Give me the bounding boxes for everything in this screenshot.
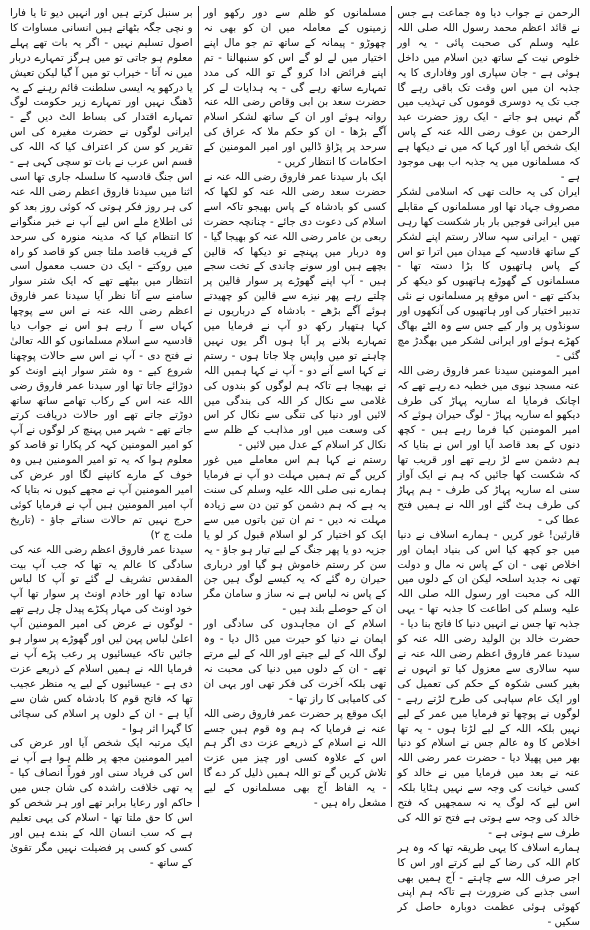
- paragraph: اسلام کے ان مجاہدوں کی سادگی اور ایمان نے دنیا کو حیرت میں ڈال دیا - وہ لوگ اللہ کے لیے جیتے اور اللہ کے لیے مرتے تھے - ان کے دلوں میں دنیا کی محبت نہ تھی بلکہ آخرت کی فکر تھی اور یہی ان کی کامیابی کا راز تھا -: [203, 618, 387, 705]
- paragraph: حضرت خالد بن الولید رضی اللہ عنہ کو سیدنا عمر فاروق اعظم رضی اللہ عنہ نے سپہ سالاری سے معزول کیا تو انہوں نے بغیر کسی شکوہ کے حکم کی تعمیل کی اور ایک عام سپاہی کی طرح لڑتے رہے - لوگوں نے پوچھا تو فرمایا میں عمر کے لیے نہیں بلکہ اللہ کے لیے لڑتا ہوں - یہ تھا اخلاص کا وہ عالم جس نے اسلام کو دنیا بھر میں پھیلا دیا - حضرت عمر رضی اللہ عنہ نے بعد میں فرمایا میں نے خالد کو کسی خیانت کی وجہ سے نہیں ہٹایا بلکہ اس لیے کہ لوگ یہ نہ سمجھیں کہ فتح خالد کی وجہ سے ہوتی ہے فتح تو اللہ کی طرف سے ہوتی ہے -: [397, 633, 580, 839]
- paragraph: رستم نے کہا ہم اس معاملے میں غور کریں گے تم ہمیں مہلت دو آپ نے فرمایا ہمارے نبی صلی اللہ علیہ وسلم کی سنت یہ ہے کہ ہم دشمن کو تین دن سے زیادہ مہلت نہ دیں - تم ان تین باتوں میں سے ایک کو اختیار کر لو اسلام قبول کر لو یا جزیہ دو یا پھر جنگ کے لیے تیار ہو جاؤ - یہ سن کر رستم خاموش ہو گیا اور درباری حیران رہ گئے کہ یہ کیسے لوگ ہیں جن کے پاس نہ لباس ہے نہ ساز و سامان مگر ان کے حوصلے بلند ہیں -: [203, 454, 387, 616]
- paragraph: بر سنبل کرتے ہیں اور انہیں دیو تا یا فارا و نچی جگہ بٹھاتے ہیں انسانی مساوات کا اصول تسلیم نہیں - اگر یہ بات تھے پہلے معلوم ہو جاتی تو میں ہرگز تمہارے دربار میں نہ آتا - خیراب تو میں آ گیا لیکن تعیش یا درکھو یہ ایسی سلطنت قائم رہنے کے یہ ڈھنگ نہیں اور تمہارے زیر حکومت لوگ تمہارے اقتدار کی بساط الٹ دیں گے - ایرانی لوگوں نے حضرت مغیرہ کی اس تقریر کو سن کر اعتراف کیا کہ اللہ کی قسم اس عرب نے بات تو سچی کہی ہے - اس جنگ قادسیہ کا سلسلہ جاری تھا اسی اثنا میں سیدنا فاروق اعظم رضی اللہ عنہ کی ہر روز فکر ہوتی کہ کوئی روز بعد کو ئی اطلاع ملے اس لیے آپ نے خبر منگوانے کا انتظام کیا کہ مدینہ منورہ کی سرحد کے قریب قاصد ملتا جس کو قاصد کو راہ میں روکتے - ایک دن حسب معمول اسی انتظار میں بیٹھے تھے کہ ایک شتر سوار سامنے سے آتا نظر آیا سیدنا عمر فاروق اعظم رضی اللہ عنہ نے اس سے پوچھا کہاں سے آ رہے ہو اس نے جواب دیا قادسیہ سے اسلام مسلمانوں کو اللہ تعالیٰ نے فتح دی - آپ نے اس سے حالات پوچھنا شروع کیے - وہ شتر سوار اپنے اونٹ کو دوڑائے جاتا تھا اور سیدنا عمر فاروق رضی اللہ عنہ اس کے رکاب تھامے ساتھ ساتھ دوڑتے جاتے تھے اور حالات دریافت کرتے جاتے تھے - شہر میں پہنچ کر لوگوں نے آپ کو امیر المومنین کہہ کر پکارا تو قاصد کو معلوم ہوا کہ یہ تو امیر المومنین ہیں وہ خوف کے مارے کانپنے لگا اور عرض کی امیر المومنین آپ نے مجھے کیوں نہ بتایا کہ آپ امیر المومنین ہیں آپ نے فرمایا کوئی حرج نہیں تم حالات سناتے جاؤ - (تاریخ ملت ج ۲): [9, 7, 193, 541]
- paragraph: ہمارے اسلاف کا یہی طریقہ تھا کہ وہ ہر کام اللہ کی رضا کے لیے کرتے اور اس کا اجر صرف اللہ سے چاہتے - آج ہمیں بھی اسی جذبے کی ضرورت ہے تاکہ ہم اپنی کھوئی ہوئی عظمت دوبارہ حاصل کر سکیں -: [397, 841, 580, 929]
- text-column-right: [392, 6, 585, 929]
- paragraph: سیدنا عمر فاروق اعظم رضی اللہ عنہ کی سادگی کا عالم یہ تھا کہ جب آپ بیت المقدس تشریف لے گئے تو آپ کا لباس سادہ تھا اور خادم اونٹ پر سوار تھا آپ خود اونٹ کی مہار پکڑے پیدل چل رہے تھے - لوگوں نے عرض کی امیر المومنین آپ اعلیٰ لباس پہن لیں اور گھوڑے پر سوار ہو جائیں تاکہ عیسائیوں پر رعب پڑے آپ نے فرمایا اللہ نے ہمیں اسلام کے ذریعے عزت دی ہے - عیسائیوں کے لیے یہ منظر عجیب تھا کہ فاتح قوم کا بادشاہ کس شان سے آیا ہے - ان کے دلوں پر اسلام کی سچائی کا گہرا اثر ہوا -: [9, 543, 193, 735]
- paragraph: مسلمانوں کو ظلم سے دور رکھو اور زمینوں کے معاملہ میں ان کو بھی نہ چھوڑو - پیمانہ کے ساتھ تم جو مال اپنے اختیار میں لے لو گے اس کو سنبھالنا - تم اپنے فرائض ادا کرو گے تو اللہ کی مدد تمہارے ساتھ رہے گی - یہ ہدایات لے کر حضرت سعد بن ابی وقاص رضی اللہ عنہ روانہ ہوئے اور ان کے ساتھ لشکر اسلام آگے بڑھا - ان کو حکم ملا کہ عراق کی سرحد پر پڑاؤ ڈالیں اور امیر المومنین کے احکامات کا انتظار کریں -: [203, 7, 387, 169]
- paragraph: الرحمن نے جواب دیا وہ جماعت ہے جس نے قائد اعظم محمد رسول اللہ صلی اللہ علیہ وسلم کی صحبت پائی - یہ اور خلوص نیت کے ساتھ دین اسلام میں داخل ہوئی ہے - جان سپاری اور وفاداری کا یہ جذبہ ان میں اس وقت تک باقی رہے گا جب تک یہ دوسری قوموں کی تہذیب میں گم نہیں ہو جاتے - ایک روز حضرت عبد الرحمن بن عوف رضی اللہ عنہ کے پاس ایک شخص آیا اور کہا کہ میں نے دیکھا ہے کہ مسلمانوں میں یہ جذبہ اب بھی موجود ہے -: [397, 7, 580, 183]
- paragraph: امیر المومنین سیدنا عمر فاروق رضی اللہ عنہ مسجد نبوی میں خطبہ دے رہے تھے کہ اچانک فرمایا اے ساریہ پہاڑ کی طرف دیکھو اے ساریہ پہاڑ - لوگ حیران ہوئے کہ امیر المومنین کیا فرما رہے ہیں - کچھ دنوں کے بعد قاصد آیا اور اس نے بتایا کہ ہم دشمن سے لڑ رہے تھے اور قریب تھا کہ شکست کھا جائیں کہ ہم نے ایک آواز سنی اے ساریہ پہاڑ کی طرف - ہم پہاڑ کی طرف ہٹ گئے اور اللہ نے ہمیں فتح عطا کی -: [397, 364, 580, 526]
- paragraph: ایک بار سیدنا عمر فاروق رضی اللہ عنہ نے حضرت سعد رضی اللہ عنہ کو لکھا کہ کسی کو بادشاہ کے پاس بھیجو تاکہ اسے اسلام کی دعوت دی جائے - چنانچہ حضرت ربعی بن عامر رضی اللہ عنہ کو بھیجا گیا - وہ دربار میں پہنچے تو دیکھا کہ قالین بچھے ہیں اور سونے چاندی کے تخت سجے ہیں - آپ اپنے گھوڑے پر سوار قالین پر چلتے رہے پھر نیزے سے قالین کو چھیدتے ہوئے آگے بڑھے - بادشاہ کے درباریوں نے کہا ہتھیار رکھ دو آپ نے فرمایا میں تمہارے بلانے پر آیا ہوں اگر یوں نہیں چاہتے تو میں واپس چلا جاتا ہوں - رستم نے کہا اسے آنے دو - آپ نے کہا ہمیں اللہ نے بھیجا ہے تاکہ ہم لوگوں کو بندوں کی غلامی سے نکال کر اللہ کی بندگی میں لائیں اور دنیا کی تنگی سے نکال کر اس کی وسعت میں اور مذاہب کے ظلم سے نکال کر اسلام کے عدل میں لائیں -: [203, 170, 387, 452]
- text-column-middle: [199, 6, 393, 810]
- paragraph: ایک موقع پر حضرت عمر فاروق رضی اللہ عنہ نے فرمایا کہ ہم وہ قوم ہیں جسے اللہ نے اسلام کے ذریعے عزت دی اگر ہم اس کے علاوہ کسی اور چیز میں عزت تلاش کریں گے تو اللہ ہمیں ذلیل کر دے گا - یہ الفاظ آج بھی مسلمانوں کے لیے مشعل راہ ہیں -: [203, 707, 387, 810]
- text-column-left: [5, 6, 199, 869]
- paragraph: قارئین! غور کریں - ہمارے اسلاف نے دنیا میں جو کچھ کیا اس کی بنیاد ایمان اور اخلاص تھی - ان کے پاس نہ مال و دولت تھی نہ جدید اسلحہ لیکن ان کے دلوں میں اللہ کی محبت اور رسول اللہ صلی اللہ علیہ وسلم کی اطاعت کا جذبہ تھا - یہی جذبہ تھا جس نے انہیں دنیا کا فاتح بنا دیا -: [397, 528, 580, 631]
- paragraph: ایران کی یہ حالت تھی کہ اسلامی لشکر مصروف جہاد تھا اور مسلمانوں کے مقابلے میں ایرانی فوجیں بار بار شکست کھا رہی تھیں - ایرانی سپہ سالار رستم اپنے لشکر کے ساتھ قادسیہ کے میدان میں اترا تو اس کے پاس ہاتھیوں کا بڑا دستہ تھا - مسلمانوں کے گھوڑے ہاتھیوں کو دیکھ کر بدکتے تھے - اس موقع پر مسلمانوں نے نئی تدبیر اختیار کی اور ہاتھیوں کی آنکھوں اور سونڈوں پر وار کیے جس سے وہ الٹے بھاگ کھڑے ہوئے اور ایرانی لشکر میں بھگدڑ مچ گئی -: [397, 185, 580, 362]
- paragraph: ایک مرتبہ ایک شخص آیا اور عرض کی امیر المومنین مجھ پر ظلم ہوا ہے آپ نے اس کی فریاد سنی اور فوراً انصاف کیا - یہ تھی خلافت راشدہ کی شان جس میں حاکم اور رعایا برابر تھے اور ہر شخص کو اس کا حق ملتا تھا - اسلام کی یہی تعلیم ہے کہ سب انسان اللہ کے بندے ہیں اور کسی کو کسی پر فضیلت نہیں مگر تقویٰ کے ساتھ -: [9, 737, 193, 869]
